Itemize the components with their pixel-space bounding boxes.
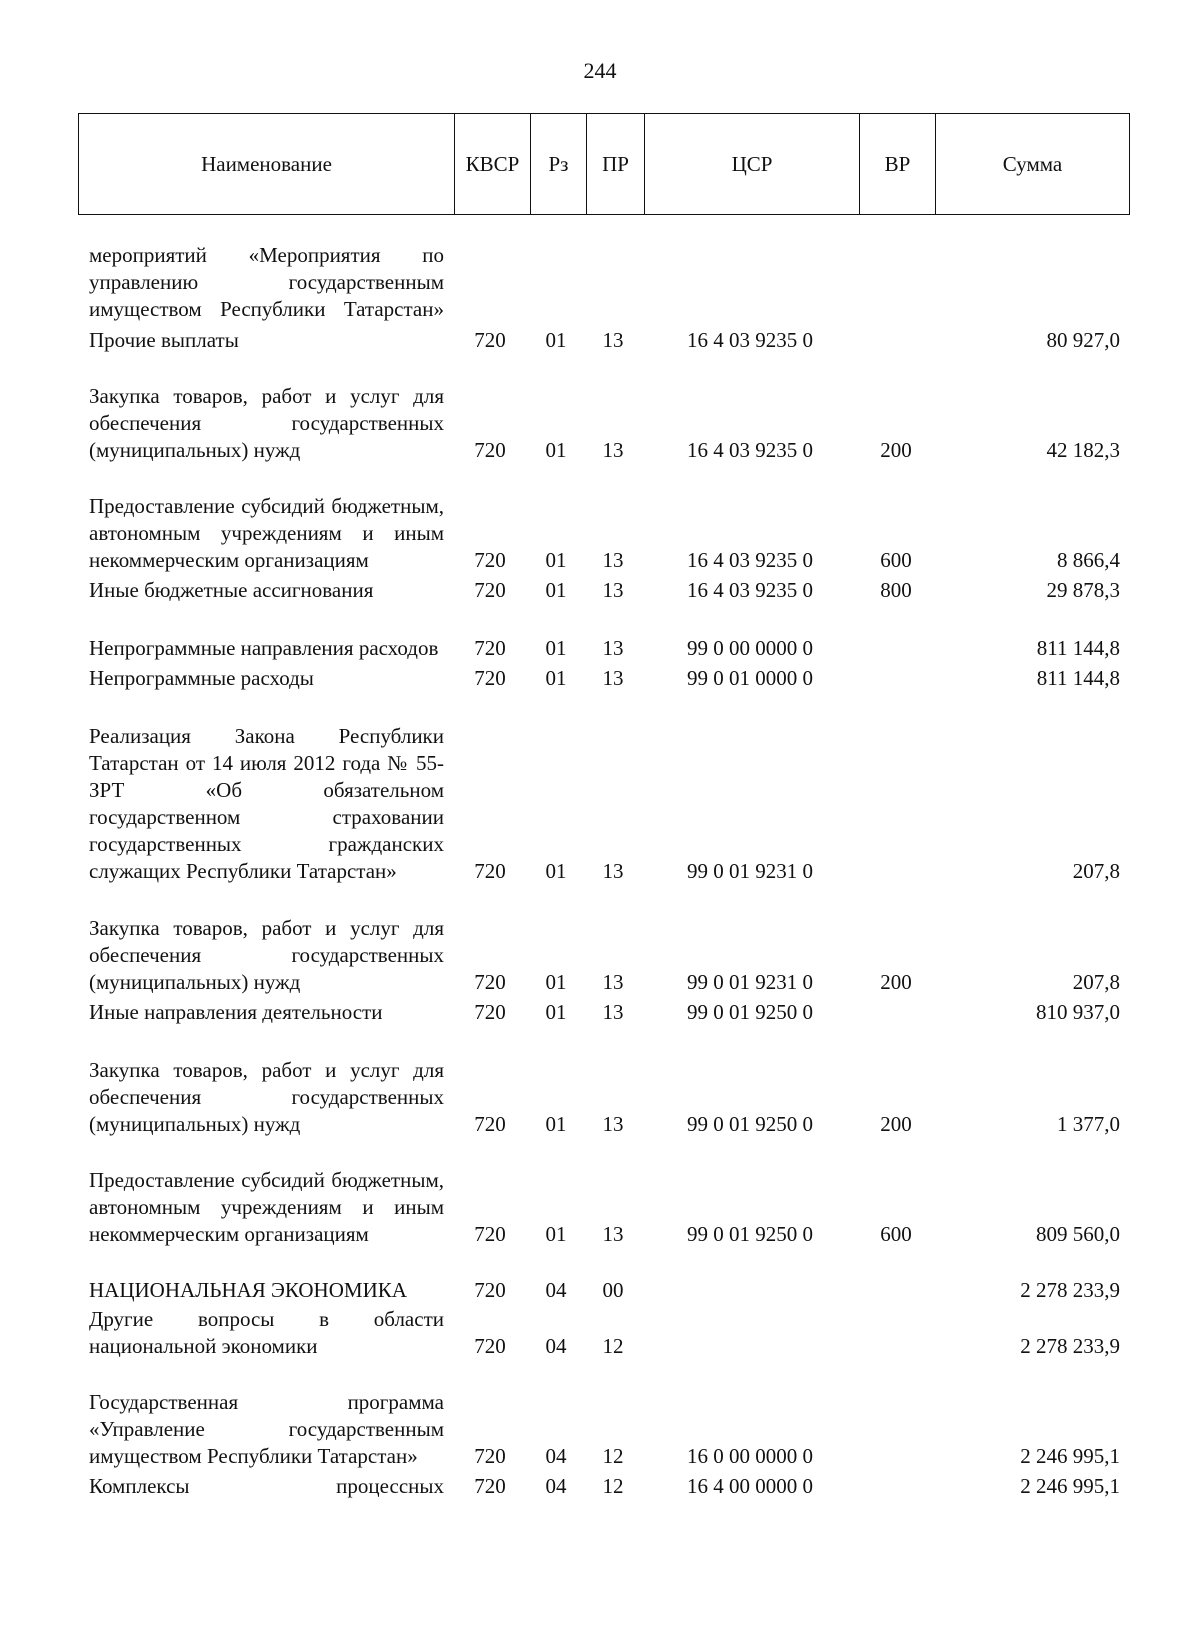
row-csr: 99 0 01 9250 0	[687, 1000, 813, 1024]
row-kvsr: 720	[474, 1444, 506, 1468]
table-row	[0, 576, 1200, 604]
row-name: Другие вопросы в области национальной экономики	[89, 1307, 444, 1358]
row-name: Предоставление субсидий бюджетным, автономным учреждениям и иным некоммерческим организациям	[89, 1168, 444, 1246]
row-kvsr: 720	[474, 1112, 506, 1136]
row-csr: 16 4 03 9235 0	[687, 578, 813, 602]
table-header	[78, 113, 1130, 215]
row-kvsr: 720	[474, 1000, 506, 1024]
table-row	[0, 1250, 1200, 1304]
row-name: Иные бюджетные ассигнования	[89, 578, 374, 602]
row-csr: 16 4 00 0000 0	[687, 1474, 813, 1498]
row-csr: 99 0 01 9250 0	[687, 1112, 813, 1136]
table-row	[0, 888, 1200, 996]
row-name: Прочие выплаты	[89, 328, 239, 352]
row-kvsr: 720	[474, 1334, 506, 1358]
row-rz: 01	[545, 859, 567, 883]
table-row	[0, 608, 1200, 662]
row-pr: 12	[602, 1474, 624, 1498]
row-name: Реализация Закона Республики Татарстан от 14 июля 2012 года № 55-ЗРТ «Об обязательном государственном страховании государственных гражданских служащих Республики Татарстан»	[89, 724, 444, 883]
table-row	[0, 1030, 1200, 1138]
row-pr: 13	[602, 1000, 624, 1024]
row-csr: 99 0 00 0000 0	[687, 636, 813, 660]
row-rz: 01	[545, 1000, 567, 1024]
table-row	[0, 356, 1200, 464]
row-rz: 01	[545, 1112, 567, 1136]
row-sum: 29 878,3	[1046, 578, 1120, 602]
table-row	[0, 466, 1200, 574]
row-sum: 207,8	[1072, 859, 1120, 883]
row-kvsr: 720	[474, 970, 506, 994]
table-row	[0, 664, 1200, 692]
row-sum: 810 937,0	[1036, 1000, 1120, 1024]
column-header-pr: ПР	[586, 114, 644, 214]
row-csr: 99 0 01 0000 0	[687, 666, 813, 690]
row-name: Закупка товаров, работ и услуг для обеспечения государственных (муниципальных) нужд	[89, 1058, 444, 1136]
row-rz: 01	[545, 548, 567, 572]
row-sum: 2 278 233,9	[1020, 1278, 1120, 1302]
table-row	[0, 998, 1200, 1026]
row-name: Непрограммные направления расходов	[89, 636, 439, 660]
row-sum: 207,8	[1072, 970, 1120, 994]
table-row	[0, 326, 1200, 354]
row-rz: 04	[545, 1334, 567, 1358]
page-number: 244	[583, 58, 617, 83]
row-pr: 13	[602, 578, 624, 602]
table-row	[0, 215, 1200, 323]
row-sum: 811 144,8	[1036, 666, 1120, 690]
row-name: Закупка товаров, работ и услуг для обеспечения государственных (муниципальных) нужд	[89, 384, 444, 462]
table-row	[0, 1140, 1200, 1248]
row-pr: 13	[602, 636, 624, 660]
column-header-name: Наименование	[201, 151, 332, 176]
row-name: Комплексы процессных	[89, 1474, 444, 1498]
row-csr: 16 4 03 9235 0	[687, 328, 813, 352]
row-pr: 13	[602, 1112, 624, 1136]
row-pr: 13	[602, 438, 624, 462]
column-header-sum: Сумма	[935, 114, 1129, 214]
row-rz: 01	[545, 438, 567, 462]
row-rz: 01	[545, 666, 567, 690]
row-sum: 80 927,0	[1046, 328, 1120, 352]
row-kvsr: 720	[474, 666, 506, 690]
row-rz: 01	[545, 1222, 567, 1246]
row-kvsr: 720	[474, 636, 506, 660]
row-sum: 2 278 233,9	[1020, 1334, 1120, 1358]
row-rz: 01	[545, 578, 567, 602]
row-sum: 1 377,0	[1057, 1112, 1120, 1136]
row-vr: 600	[880, 1222, 912, 1246]
row-name: Непрограммные расходы	[89, 666, 314, 690]
row-name: Иные направления деятельности	[89, 1000, 383, 1024]
row-vr: 200	[880, 970, 912, 994]
row-name: НАЦИОНАЛЬНАЯ ЭКОНОМИКА	[89, 1278, 407, 1302]
row-kvsr: 720	[474, 328, 506, 352]
row-kvsr: 720	[474, 1222, 506, 1246]
row-name: Предоставление субсидий бюджетным, автономным учреждениям и иным некоммерческим организациям	[89, 494, 444, 572]
row-sum: 2 246 995,1	[1020, 1444, 1120, 1468]
row-vr: 800	[880, 578, 912, 602]
row-sum: 2 246 995,1	[1020, 1474, 1120, 1498]
row-sum: 42 182,3	[1046, 438, 1120, 462]
row-vr: 200	[880, 1112, 912, 1136]
row-pr: 00	[602, 1278, 624, 1302]
row-pr: 12	[602, 1334, 624, 1358]
row-kvsr: 720	[474, 1474, 506, 1498]
table-row	[0, 1306, 1200, 1360]
row-pr: 13	[602, 1222, 624, 1246]
row-vr: 200	[880, 438, 912, 462]
row-kvsr: 720	[474, 578, 506, 602]
row-kvsr: 720	[474, 1278, 506, 1302]
row-rz: 04	[545, 1278, 567, 1302]
row-name: мероприятий «Мероприятия по управлению государственным имуществом Республики Татарстан»	[89, 243, 444, 321]
row-name: Государственная программа «Управление государственным имуществом Республики Татарстан»	[89, 1390, 444, 1468]
column-header-rz: Рз	[530, 114, 586, 214]
row-pr: 13	[602, 328, 624, 352]
row-pr: 12	[602, 1444, 624, 1468]
row-name: Закупка товаров, работ и услуг для обеспечения государственных (муниципальных) нужд	[89, 916, 444, 994]
row-rz: 01	[545, 328, 567, 352]
row-pr: 13	[602, 666, 624, 690]
row-sum: 809 560,0	[1036, 1222, 1120, 1246]
row-csr: 16 0 00 0000 0	[687, 1444, 813, 1468]
row-rz: 01	[545, 636, 567, 660]
row-csr: 16 4 03 9235 0	[687, 438, 813, 462]
row-csr: 16 4 03 9235 0	[687, 548, 813, 572]
row-rz: 04	[545, 1444, 567, 1468]
row-csr: 99 0 01 9250 0	[687, 1222, 813, 1246]
table-row	[0, 1362, 1200, 1470]
row-sum: 8 866,4	[1057, 548, 1120, 572]
column-header-csr: ЦСР	[644, 114, 859, 214]
row-csr: 99 0 01 9231 0	[687, 970, 813, 994]
row-kvsr: 720	[474, 859, 506, 883]
row-kvsr: 720	[474, 548, 506, 572]
row-sum: 811 144,8	[1036, 636, 1120, 660]
table-row	[0, 696, 1200, 885]
row-pr: 13	[602, 548, 624, 572]
row-pr: 13	[602, 859, 624, 883]
row-rz: 04	[545, 1474, 567, 1498]
column-header-vr: ВР	[859, 114, 935, 214]
row-csr: 99 0 01 9231 0	[687, 859, 813, 883]
row-rz: 01	[545, 970, 567, 994]
row-pr: 13	[602, 970, 624, 994]
row-kvsr: 720	[474, 438, 506, 462]
column-header-kvsr: КВСР	[454, 114, 530, 214]
row-vr: 600	[880, 548, 912, 572]
table-row	[0, 1472, 1200, 1500]
